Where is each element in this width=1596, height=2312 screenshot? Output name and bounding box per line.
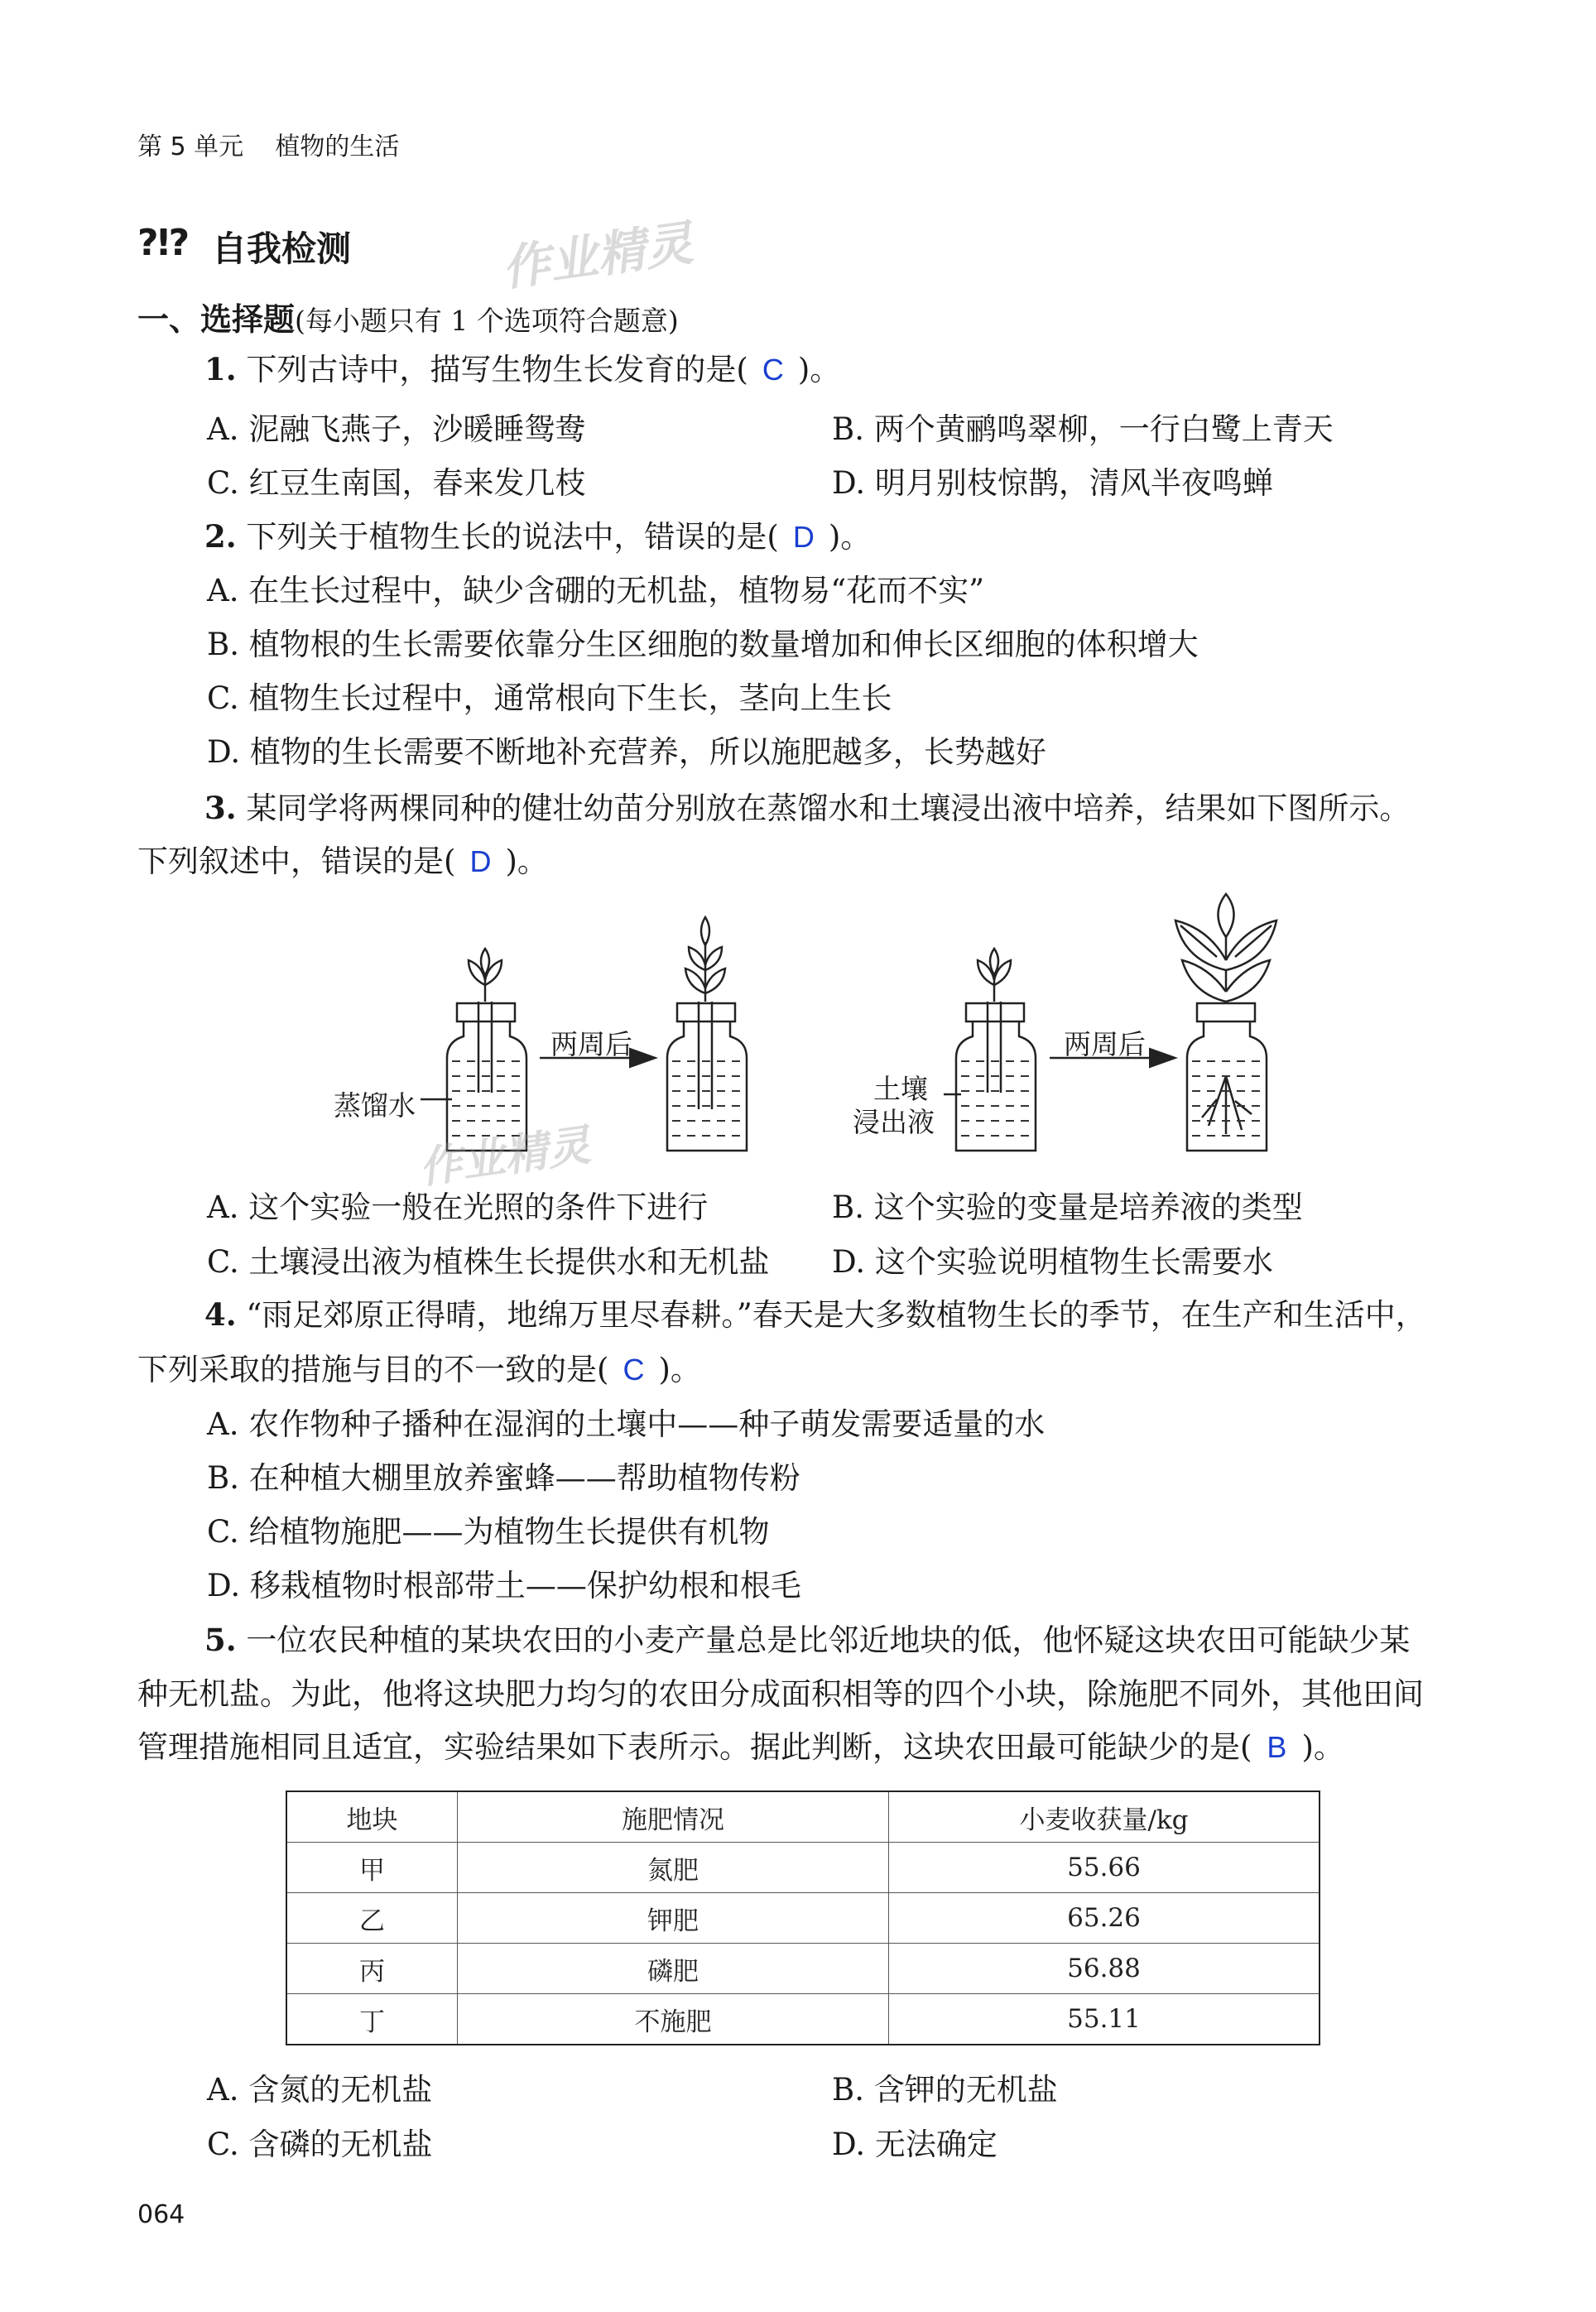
question-number: 2. xyxy=(204,518,237,555)
table-cell: 56.88 xyxy=(889,1944,1320,1994)
stem-end: )。 xyxy=(505,844,548,879)
question-5-stem-cont: 种无机盐。为此，他将这块肥力均匀的农田分成面积相等的四个小块，除施肥不同外，其他田间 xyxy=(137,1676,1424,1712)
label-soil-2: 浸出液 xyxy=(853,1106,935,1138)
watermark-top: 作业精灵 xyxy=(498,214,697,297)
yield-table xyxy=(286,1790,1320,2045)
question-4-stem-cont xyxy=(137,1354,701,1385)
jar-water-after xyxy=(667,917,747,1151)
stem-text: 下列采取的措施与目的不一致的是( xyxy=(137,1352,609,1387)
table-cell: 氮肥 xyxy=(458,1843,889,1893)
option: A. 含氮的无机盐 xyxy=(207,2072,433,2108)
option: B. 在种植大棚里放养蜜蜂——帮助植物传粉 xyxy=(207,1460,800,1496)
label-soil-1: 土壤 xyxy=(873,1073,928,1105)
table-cell: 磷肥 xyxy=(458,1944,889,1994)
option: D. 明月别枝惊鹊，清风半夜鸣蝉 xyxy=(832,465,1273,501)
stem-text: “雨足郊原正得晴，地绵万里尽春耕。”春天是大多数植物生长的季节，在生产和生活中， xyxy=(246,1297,1426,1333)
stem-end: )。 xyxy=(658,1352,701,1387)
question-5-stem xyxy=(204,1622,1411,1658)
table-cell: 55.66 xyxy=(889,1843,1320,1893)
answer-mark: D xyxy=(469,844,492,878)
question-4-stem xyxy=(204,1296,1426,1333)
unit-title: 植物的生活 xyxy=(275,132,400,161)
table-row xyxy=(286,1994,1320,2045)
arrow-label-2: 两周后 xyxy=(1064,1028,1146,1060)
option: D. 移栽植物时根部带土——保护幼根和根毛 xyxy=(207,1568,801,1603)
table-cell: 55.11 xyxy=(889,1994,1320,2045)
table-cell: 不施肥 xyxy=(458,1994,889,2045)
option: B. 植物根的生长需要依靠分生区细胞的数量增加和伸长区细胞的体积增大 xyxy=(207,627,1199,662)
option: D. 这个实验说明植物生长需要水 xyxy=(832,1244,1273,1280)
table-cell: 丁 xyxy=(286,1994,458,2045)
running-header xyxy=(137,126,399,162)
answer-mark: C xyxy=(623,1353,645,1387)
option: C. 红豆生南国，春来发几枝 xyxy=(207,465,586,501)
question-number: 3. xyxy=(204,790,237,826)
option: C. 给植物施肥——为植物生长提供有机物 xyxy=(207,1514,770,1550)
option: B. 含钾的无机盐 xyxy=(832,2072,1058,2108)
stem-end: )。 xyxy=(797,352,841,387)
question-number: 1. xyxy=(204,351,237,387)
question-3-stem xyxy=(204,790,1411,826)
option: D. 无法确定 xyxy=(832,2127,997,2162)
stem-text: 某同学将两棵同种的健壮幼苗分别放在蒸馏水和土壤浸出液中培养，结果如下图所示。 xyxy=(246,791,1411,826)
self-check-icon: ?!? xyxy=(137,222,187,264)
table-header-row xyxy=(286,1791,1320,1843)
answer-mark: D xyxy=(792,520,815,554)
table-cell: 丙 xyxy=(286,1944,458,1994)
part-title-text: 一、选择题 xyxy=(137,301,296,338)
stem-text: 下列古诗中，描写生物生长发育的是( xyxy=(246,352,748,387)
option: A. 泥融飞燕子，沙暖睡鸳鸯 xyxy=(207,411,586,447)
stem-text: 一位农民种植的某块农田的小麦产量总是比邻近地块的低，他怀疑这块农田可能缺少某 xyxy=(246,1622,1411,1658)
option: B. 这个实验的变量是培养液的类型 xyxy=(832,1190,1303,1225)
table-row xyxy=(286,1944,1320,1994)
option: A. 农作物种子播种在湿润的土壤中——种子萌发需要适量的水 xyxy=(207,1406,1046,1442)
unit-label: 第 5 单元 xyxy=(137,132,244,161)
option: B. 两个黄鹂鸣翠柳，一行白鹭上青天 xyxy=(832,411,1334,447)
part-note: (每小题只有 1 个选项符合题意) xyxy=(295,305,679,337)
table-header: 小麦收获量/kg xyxy=(889,1791,1320,1843)
question-number: 4. xyxy=(204,1296,237,1333)
question-5-stem-cont2 xyxy=(137,1729,1344,1765)
table-row xyxy=(286,1843,1320,1893)
table-cell: 钾肥 xyxy=(458,1893,889,1944)
section-title: 自我检测 xyxy=(212,228,352,269)
question-1-stem xyxy=(204,351,841,387)
table-cell: 65.26 xyxy=(889,1893,1320,1944)
arrow-label-1: 两周后 xyxy=(550,1028,632,1060)
jar-soil-after xyxy=(1175,894,1276,1151)
stem-text: 下列叙述中，错误的是( xyxy=(137,844,456,879)
table-cell: 甲 xyxy=(286,1843,458,1893)
table-header: 地块 xyxy=(286,1791,458,1843)
option: C. 土壤浸出液为植株生长提供水和无机盐 xyxy=(207,1244,770,1280)
part-title xyxy=(137,294,679,339)
question-number: 5. xyxy=(204,1622,237,1658)
stem-text: 管理措施相同且适宜，实验结果如下表所示。据此判断，这块农田最可能缺少的是( xyxy=(137,1729,1252,1765)
answer-mark: B xyxy=(1267,1730,1287,1764)
option: A. 这个实验一般在光照的条件下进行 xyxy=(207,1190,709,1225)
answer-mark: C xyxy=(762,353,784,387)
stem-end: )。 xyxy=(828,519,872,555)
experiment-figure xyxy=(0,877,1596,1175)
page-number: 064 xyxy=(137,2200,185,2229)
watermark-figure: 作业精灵 xyxy=(416,1120,594,1194)
option: C. 含磷的无机盐 xyxy=(207,2127,433,2162)
question-2-stem xyxy=(204,518,872,555)
option: D. 植物的生长需要不断地补充营养，所以施肥越多，长势越好 xyxy=(207,734,1046,770)
option: A. 在生长过程中，缺少含硼的无机盐，植物易“花而不实” xyxy=(207,573,985,608)
table-header: 施肥情况 xyxy=(458,1791,889,1843)
question-3-stem-cont xyxy=(137,846,548,877)
table-row xyxy=(286,1893,1320,1944)
label-distilled-water: 蒸馏水 xyxy=(334,1089,416,1122)
table-cell: 乙 xyxy=(286,1893,458,1944)
stem-text: 下列关于植物生长的说法中，错误的是( xyxy=(246,519,779,555)
stem-end: )。 xyxy=(1301,1729,1344,1765)
option: C. 植物生长过程中，通常根向下生长，茎向上生长 xyxy=(207,680,892,716)
